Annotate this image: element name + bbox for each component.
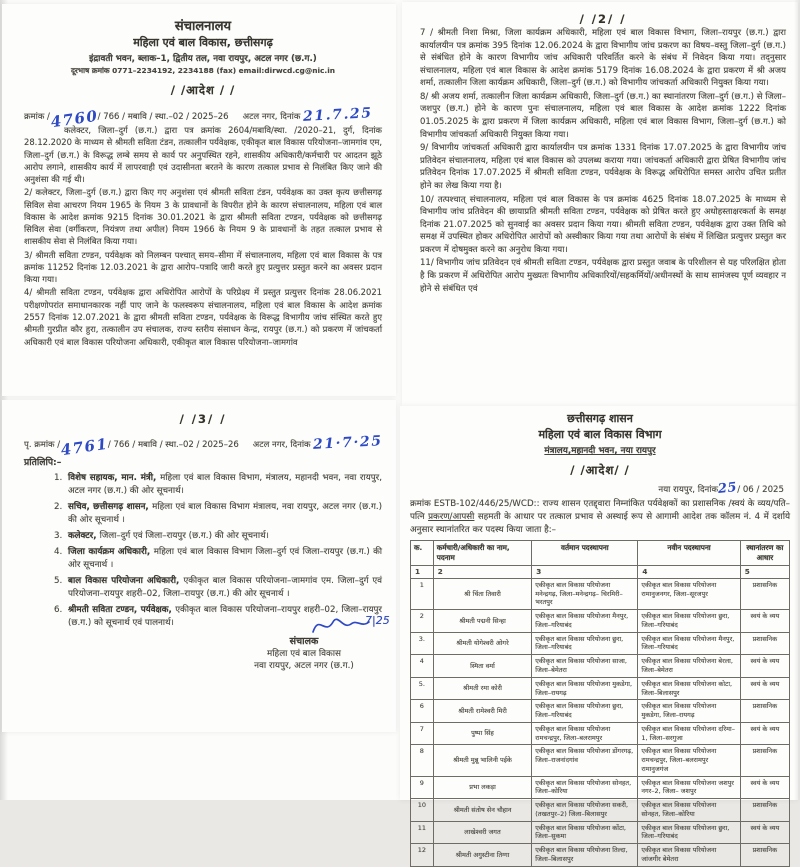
cell-transfer-basis: प्रशासनिक — [740, 700, 789, 723]
col-header-basis: स्थानांतरण का आधार — [740, 541, 789, 566]
cell-transfer-basis: स्वयं के व्यय — [740, 821, 789, 844]
document-page-2 — [402, 2, 798, 406]
cell-current-posting: एकीकृत बाल विकास परियोजना मुकडेगा, जिला–रायगढ़ — [532, 677, 638, 700]
cell-current-posting: एकीकृत बाल विकास परियोजना रामचन्द्रपुर, जिला–बलरामपुर — [532, 722, 638, 745]
dateline-rest: / 06 / 2025 — [737, 485, 784, 495]
handwritten-number: 4760 — [49, 106, 100, 132]
table-row — [411, 844, 790, 867]
copies-label: प्रतिलिपि:– — [24, 457, 62, 468]
signature-date-mark: 7|25 — [365, 613, 390, 627]
document-page-4 — [400, 406, 798, 863]
handwritten-date: 21.7.25 — [302, 105, 374, 125]
order-paragraph: 9/ विभागीय जांचकर्ता अधिकारी द्वारा कार्यालयीन पत्र क्रमांक 1331 दिनांक 17.07.2025 के द्वारा विभागीय जांच प्रतिवेदन संचालनालय, महिला एवं बाल विकास को उपलब्ध कराया गया। जांचकर्ता अधिकारी द्वारा प्रेषित विभागीय जांच प्रतिवेदन दिनांक 17.07.2025 में श्रीमती सविता टण्डन, पर्यवेक्षक के विरूद्ध अधिरोपित समस्त आरोप उचित प्रतीत होने का लेख किया गया है। — [420, 143, 786, 191]
intro-suffix: सहमती के आधार पर तत्काल प्रभाव से अस्थाई रूप से आगामी आदेश तक कॉलम नं. 4 में दर्शाये अनुसार स्थानांतरित कर पदस्थ किया जाता है:– — [410, 512, 791, 536]
signatory-place: नवा रायपुर, अटल नगर (छ.ग.) — [254, 660, 354, 671]
cell-employee-name: लाखेश्वरी जगत — [433, 821, 532, 844]
order-intro — [410, 498, 790, 537]
cell-transfer-basis: स्वयं के व्यय — [740, 610, 789, 633]
cell-employee-name: श्रीमती योगेश्वरी ओगरे — [433, 632, 532, 655]
cell-current-posting: एकीकृत बाल विकास परियोजना डोंगरगढ़, जिला–राजनांदगांव — [532, 745, 638, 776]
table-colnumber-row — [411, 566, 790, 579]
cell-new-posting: एकीकृत बाल विकास परियोजना सोनहत, जिला–कोरिया — [638, 799, 740, 822]
cell-new-posting: एकीकृत बाल विकास परियोजना मैनपुर, जिला–गरियाबंद — [638, 632, 740, 655]
dateline-place: नया रायपुर, दिनांक — [658, 485, 719, 495]
cell-employee-name: पुष्पा सिंह — [433, 722, 532, 745]
reference-line — [24, 105, 382, 132]
cell-current-posting: एकीकृत बाल विकास परियोजना सोनहत, जिला–कोरिया — [532, 776, 638, 799]
cell-serial: 5. — [411, 677, 434, 700]
cell-serial: 1 — [411, 578, 434, 609]
copy-item-addressee: विशेष सहायक, मान. मंत्री, — [68, 473, 161, 483]
dept-header: महिला एवं बाल विकास विभाग — [538, 428, 662, 441]
cell-employee-name: प्रभा लकड़ा — [433, 776, 532, 799]
cell-current-posting: एकीकृत बाल विकास परियोजना तिल्दा, जिला–बिलासपुर — [532, 844, 638, 867]
table-row — [411, 799, 790, 822]
order-title: / /आदेश/ / — [570, 463, 630, 477]
handwritten-day: 25 — [717, 480, 738, 497]
col-header-name: कर्मचारी/अधिकारी का नाम, पदनाम — [433, 541, 532, 566]
cell-employee-name: श्रीमती पद्मनी सिन्हा — [433, 610, 532, 633]
copy-list-item: 3. कलेक्टर, जिला–दुर्ग एवं जिला–रायपुर (छ.ग.) की ओर सूचनार्थ। — [68, 530, 382, 543]
copy-list-item: 6. श्रीमती सविता टण्डन, पर्यवेक्षक, एकीकृत बाल विकास परियोजना–रायपुर शहरी–02, जिला–रायपुर (छ.ग.) को सूचनार्थ एवं पालनार्थ। — [54, 605, 382, 629]
cell-employee-name: श्रीमती अगुस्टीना तिग्गा — [433, 844, 532, 867]
cell-transfer-basis: स्वयं के व्यय — [740, 677, 789, 700]
col-header-sn: क. — [411, 541, 434, 566]
table-row — [411, 821, 790, 844]
order-paragraph: 11/ विभागीय जांच प्रतिवेदन एवं श्रीमती सविता टण्डन, पर्यवेक्षक द्वारा प्रस्तुत जवाब के परिशीलन से यह परिलक्षित होता है कि प्रकरण में अधिरोपित आरोप मुख्यतः विभागीय अधिकारियों/सहकर्मियों/अधीनस्थों के साथ सामंजस्य पूर्ण व्यवहार न होने से संबंधित एवं — [420, 258, 786, 294]
copy-item-addressee: जिला कार्यक्रम अधिकारी, — [68, 547, 154, 558]
table-row — [411, 610, 790, 633]
cell-employee-name: श्रीमती मुन्नू भालिनी पईके — [433, 745, 532, 776]
cell-employee-name: श्रीमती संतोष सेन चौहान — [433, 799, 532, 822]
handwritten-number: 4761 — [59, 434, 110, 460]
transfer-table — [410, 540, 790, 867]
letterhead-department: महिला एवं बाल विकास, छत्तीसगढ़ — [133, 36, 273, 49]
signatory-dept: महिला एवं बाल विकास — [266, 648, 341, 659]
signatory-role: संचालक — [289, 635, 319, 647]
cell-employee-name: श्रीमती रमा कोरी — [433, 677, 532, 700]
cell-serial: 6 — [411, 700, 434, 723]
cell-new-posting: एकीकृत बाल विकास परियोजना रामानुजनगर, जिला–सूरजपुर — [638, 578, 740, 609]
copy-item-number: 3. — [54, 531, 63, 542]
colnum: 3 — [532, 566, 638, 579]
cell-serial: 7 — [411, 722, 434, 745]
cell-new-posting: एकीकृत बाल विकास परियोजना जांजगीर बेमेतरा — [638, 844, 740, 867]
document-page-1 — [2, 4, 396, 396]
cell-serial: 3. — [411, 632, 434, 655]
letterhead-address: इंद्रावती भवन, ब्लाक–1, द्वितीय तल, नवा रायपुर, अटल नगर (छ.ग.) — [89, 54, 317, 64]
copy-list-item: 1. विशेष सहायक, मान. मंत्री, महिला एवं बाल विकास विभाग, मंत्रालय, महानदी भवन, नवा रायपुर, अटल नगर (छ.ग.) की ओर सूचनार्थ। — [54, 473, 382, 497]
cell-transfer-basis: प्रशासनिक — [740, 632, 789, 655]
cell-new-posting: एकीकृत बाल विकास परियोजना रामचन्द्रपुर, जिला–बलरामपुर रामानुजगंज — [638, 745, 740, 776]
page-number: / /2/ / — [579, 12, 627, 26]
cell-new-posting: एकीकृत बाल विकास परियोजना बेरला, जिला–बेमेतरा — [638, 655, 740, 678]
cell-serial: 12 — [411, 844, 434, 867]
copy-item-addressee: सचिव, छत्तीसगढ़ शासन, — [68, 502, 153, 513]
colnum: 5 — [740, 566, 789, 579]
ref-middle: / 766 / मबावि / स्था.–02 / 2025–26 — [107, 440, 239, 450]
cell-transfer-basis: स्वयं के व्यय — [740, 776, 789, 799]
copy-item-addressee: कलेक्टर, — [68, 531, 100, 542]
order-paragraph: 7 / श्रीमती निशा मिश्रा, जिला कार्यक्रम अधिकारी, महिला एवं बाल विकास विभाग, जिला–रायपुर (छ.ग.) द्वारा कार्यालयीन पत्र क्रमांक 395 दिनांक 12.06.2024 के द्वारा विभागीय जांच प्रकरण का विषय–वस्तु जिला–दुर्ग (छ.ग.) से संबंधित होने के कारण विभागीय जांच अधिकारी परिवर्तित करने के संबंध में निवेदन किया गया। तद्नुसार संचालनालय, महिला एवं बाल विकास के आदेश क्रमांक 5179 दिनांक 16.08.2024 के द्वारा प्रकरण में श्री अजय शर्मा, तत्कालीन जिला कार्यक्रम अधिकारी, जिला–दुर्ग (छ.ग.) को विभागीय जांचकर्ता अधिकारी नियुक्त किया गया। — [420, 28, 786, 89]
copy-list-item: 4. जिला कार्यक्रम अधिकारी, महिला एवं बाल विकास विभाग जिला–दुर्ग एवं जिला–रायपुर (छ.ग.) की ओर सूचनार्थ । — [54, 547, 383, 571]
copy-item-addressee: श्रीमती सविता टण्डन, पर्यवेक्षक, — [68, 605, 176, 616]
table-row — [411, 655, 790, 678]
copy-list-item: 5. बाल विकास परियोजना अधिकारी, एकीकृत बाल विकास परियोजना–जामगांव एम. जिला–दुर्ग एवं परियोजना–रायपुर शहरी–02, जिला–रायपुर (छ.ग.) की ओर सूचनार्थ । — [54, 576, 382, 600]
letterhead-contact: दूरभाष क्रमांक 0771–2234192, 2234188 (fax) email:dirwcd.cg@nic.in — [70, 66, 335, 75]
ref-prefix: क्रमांक / — [24, 112, 50, 122]
cell-transfer-basis: स्वयं के व्यय — [740, 722, 789, 745]
order-paragraph: कलेक्टर, जिला–दुर्ग (छ.ग.) द्वारा पत्र क्रमांक 2604/मबावि/स्था. /2020–21, दुर्ग, दिनांक 28.12.2020 के माध्यम से श्रीमती सविता टंडन, तत्कालीन पर्यवेक्षक, एकीकृत बाल विकास परियोजना–जामगांव एम, जिला–दुर्ग (छ.ग.) के विरूद्ध लम्बे समय से कार्य पर अनुपस्थित रहने, शासकीय अधिकारी/कर्मचारी पर आदतन झूठे आरोप लगाने, शासकीय कार्य में लापरवाही एवं उदासीनता बरतने के कारण तत्काल प्रभाव से निलंबित किए जाने की अनुशंसा की गई थी। — [24, 125, 382, 185]
copy-item-number: 1. — [54, 473, 63, 483]
order-body-continued — [420, 27, 786, 295]
cell-serial: 8 — [411, 745, 434, 776]
cell-current-posting: एकीकृत बाल विकास परियोजना छुरा, जिला–गरियाबंद — [532, 700, 638, 723]
cell-transfer-basis: प्रशासनिक — [740, 745, 789, 776]
signature-block — [199, 613, 409, 671]
ministry-address: मंत्रालय,महानदी भवन, नया रायपुर — [544, 446, 656, 456]
table-header-row — [411, 541, 790, 566]
order-paragraph: 4/ श्रीमती सविता टण्डन, पर्यवेक्षक द्वारा अधिरोपित आरोपों के परिप्रेक्ष्य में प्रस्तुत प्रत्युत्तर दिनांक 28.06.2021 परीक्षणोपरांत समाधानकारक नहीं पाए जाने के फलस्वरूप संचालनालय, महिला एवं बाल विकास के आदेश क्रमांक 2557 दिनांक 12.07.2021 के द्वारा श्रीमती सविता टण्डन, पर्यवेक्षक के विरूद्ध विभागीय जांच संस्थित करते हुए श्रीमती गुरप्रीत कौर हुरा, तत्कालीन उप संचालक, राज्य स्तरीय संसाधन केन्द्र, रायपुर (छ.ग.) को प्रकरण में जांचकर्ता अधिकारी एवं बाल विकास परियोजना अधिकारी, एकीकृत बाल विकास परियोजना–जामगांव — [24, 287, 382, 347]
copy-item-number: 6. — [54, 605, 63, 616]
cell-employee-name: स्मिता वर्मा — [433, 655, 532, 678]
cell-employee-name: श्रीमती रामेश्वरी मिरी — [433, 700, 532, 723]
cell-current-posting: एकीकृत बाल विकास परियोजना छुरा, जिला–गरियाबंद — [532, 632, 638, 655]
intro-prefix: क्रमांक ESTB-102/446/25/WCD:: राज्य शासन एतद्द्वारा निम्नांकित पर्यवेक्षकों का प्रशासनिक /स्वयं के व्यय/पति–पत्नि — [410, 499, 790, 523]
dateline — [410, 481, 790, 496]
cell-serial: 2 — [411, 610, 434, 633]
table-row — [411, 745, 790, 776]
colnum: 1 — [411, 566, 434, 579]
order-title: / /आदेश / / — [170, 83, 236, 97]
colnum: 4 — [638, 566, 740, 579]
ref-middle: / 766 / मबावि / स्था.–02 / 2025–26 — [97, 112, 229, 122]
govt-header: छत्तीसगढ़ शासन — [567, 412, 633, 425]
cell-transfer-basis: प्रशासनिक — [740, 844, 789, 867]
document-page-3 — [2, 400, 396, 732]
copy-item-number: 5. — [54, 576, 63, 587]
reference-line — [24, 433, 384, 460]
cell-new-posting: एकीकृत बाल विकास परियोजना छुरा, जिला–गरियाबंद — [638, 821, 740, 844]
ref-place-date: अटल नगर, दिनांक — [252, 440, 311, 450]
table-row — [411, 632, 790, 655]
colnum: 2 — [433, 566, 532, 579]
table-row — [411, 722, 790, 745]
table-row — [411, 776, 790, 799]
cell-current-posting: एकीकृत बाल विकास परियोजना कोंटा, जिला–सुकमा — [532, 821, 638, 844]
ref-place-date: अटल नगर, दिनांक — [242, 112, 301, 122]
order-paragraph: 8/ श्री अजय शर्मा, तत्कालीन जिला कार्यक्रम अधिकारी, जिला–दुर्ग (छ.ग.) का स्थानांतरण जिला–दुर्ग (छ.ग.) से जिला–जशपुर (छ.ग.) होने के कारण पुनः संचालनालय, महिला एवं बाल विकास के आदेश क्रमांक 1222 दिनांक 01.05.2025 के द्वारा प्रकरण में जिला कार्यक्रम अधिकारी, महिला एवं बाल विकास विभाग, जिला–दुर्ग (छ.ग.) को विभागीय जांचकर्ता अधिकारी नियुक्त किया गया। — [420, 91, 786, 140]
cell-serial: 9 — [411, 776, 434, 799]
order-paragraph: 10/ तत्पश्चात् संचालनालय, महिला एवं बाल विकास के पत्र क्रमांक 4625 दिनांक 18.07.2025 के माध्यम से विभागीय जांच प्रतिवेदन की छायाप्रति श्रीमती सविता टण्डन, पर्यवेक्षक को प्रेषित करते हुए अधोहस्ताक्षरकर्ता के समक्ष दिनांक 21.07.2025 को सुनवाई का अवसर प्रदान किया गया। श्रीमती सविता टण्डन, पर्यवेक्षक द्वारा उक्त तिथि को समक्ष में उपस्थित होकर अधिरोपित आरोपों को अस्वीकार किया गया तथा आरोपों के संबंध में लिखित प्रत्युत्तर प्रस्तुत कर प्रकरण में दोषमुक्त करने का अनुरोध किया गया। — [420, 194, 786, 255]
ref-prefix: पृ. क्रमांक / — [24, 440, 61, 450]
cell-serial: 4 — [411, 655, 434, 678]
cell-current-posting: एकीकृत बाल विकास परियोजना साजा, जिला–बेमेतरा — [532, 655, 638, 678]
order-paragraph: 2/ कलेक्टर, जिला–दुर्ग (छ.ग.) द्वारा किए गए अनुशंसा एवं श्रीमती सविता टंडन, पर्यवेक्षक का उक्त कृत्य छत्तीसगढ़ सिविल सेवा आचरण नियम 1965 के नियम 3 के प्रावधानों के विपरीत होने के कारण संचालनालय, महिला एवं बाल विकास के आदेश क्रमांक 9215 दिनांक 30.01.2021 के द्वारा श्रीमती सविता टण्डन, पर्यवेक्षक को छत्तीसगढ़ सिविल सेवा (वर्गीकरण, नियंत्रण तथा अपील) नियम 1966 के नियम 9 के प्रावधानों के तहत तत्काल प्रभाव से शासकीय सेवा से निलंबित किया गया। — [24, 187, 382, 247]
signature-icon — [307, 608, 399, 642]
copy-list-item: 2. सचिव, छत्तीसगढ़ शासन, महिला एवं बाल विकास विभाग मंत्रालय, नवा रायपुर, अटल नगर (छ.ग.) की ओर सूचनार्थ । — [54, 502, 382, 526]
cell-transfer-basis: प्रशासनिक — [740, 799, 789, 822]
handwritten-date: 21·7·25 — [312, 433, 384, 453]
letterhead-directorate: संचालनालय — [174, 19, 232, 34]
order-body — [24, 124, 382, 348]
copy-item-number: 2. — [54, 502, 63, 513]
page-number: / /3/ / — [179, 412, 227, 426]
cell-current-posting: एकीकृत बाल विकास परियोजना मैनपुर, जिला–गरियाबंद — [532, 610, 638, 633]
cell-new-posting: एकीकृत बाल विकास परियोजना जशपुर नगर–2, जिला– जशपुर — [638, 776, 740, 799]
cell-serial: 10 — [411, 799, 434, 822]
table-row — [411, 578, 790, 609]
intro-underlined: प्रकरण/आपसी — [428, 512, 475, 523]
cell-transfer-basis: प्रशासनिक — [740, 578, 789, 609]
order-paragraph: 3/ श्रीमती सविता टण्डन, पर्यवेक्षक को निलम्बन पश्चात् समय–सीमा में संचालनालय, महिला एवं बाल विकास के पत्र क्रमांक 11252 दिनांक 12.03.2021 के द्वारा आरोप–पत्रादि जारी करते हुए प्रत्युत्तर प्रस्तुत करने का अवसर प्रदान किया गया। — [24, 249, 382, 285]
copy-item-number: 4. — [54, 547, 63, 558]
cell-serial: 11 — [411, 821, 434, 844]
cell-new-posting: एकीकृत बाल विकास परियोजना छुरा, जिला–गरियाबंद — [638, 610, 740, 633]
col-header-new: नवीन पदस्थापना — [638, 541, 740, 566]
cell-new-posting: एकीकृत बाल विकास परियोजना मुकडेगा, जिला–रायगढ़ — [638, 700, 740, 723]
cell-transfer-basis: स्वयं के व्यय — [740, 655, 789, 678]
cell-employee-name: श्री चिंता तिवारी — [433, 578, 532, 609]
cell-new-posting: एकीकृत बाल विकास परियोजना कोटा, जिला–बिलासपुर — [638, 677, 740, 700]
copy-item-addressee: बाल विकास परियोजना अधिकारी, — [68, 576, 184, 587]
cell-new-posting: एकीकृत बाल विकास परियोजना दरिमा–1, जिला–सरगुजा — [638, 722, 740, 745]
cell-current-posting: एकीकृत बाल विकास परियोजना मनेन्द्रगढ़, जिला–मनेन्द्रगढ़– चिरमिरी–भरतपुर — [532, 578, 638, 609]
table-row — [411, 700, 790, 723]
cell-current-posting: एकीकृत बाल विकास परियोजना सकरी, (तखतपुर–2) जिला–बिलासपुर — [532, 799, 638, 822]
table-row — [411, 677, 790, 700]
col-header-current: वर्तमान पदस्थापना — [532, 541, 638, 566]
